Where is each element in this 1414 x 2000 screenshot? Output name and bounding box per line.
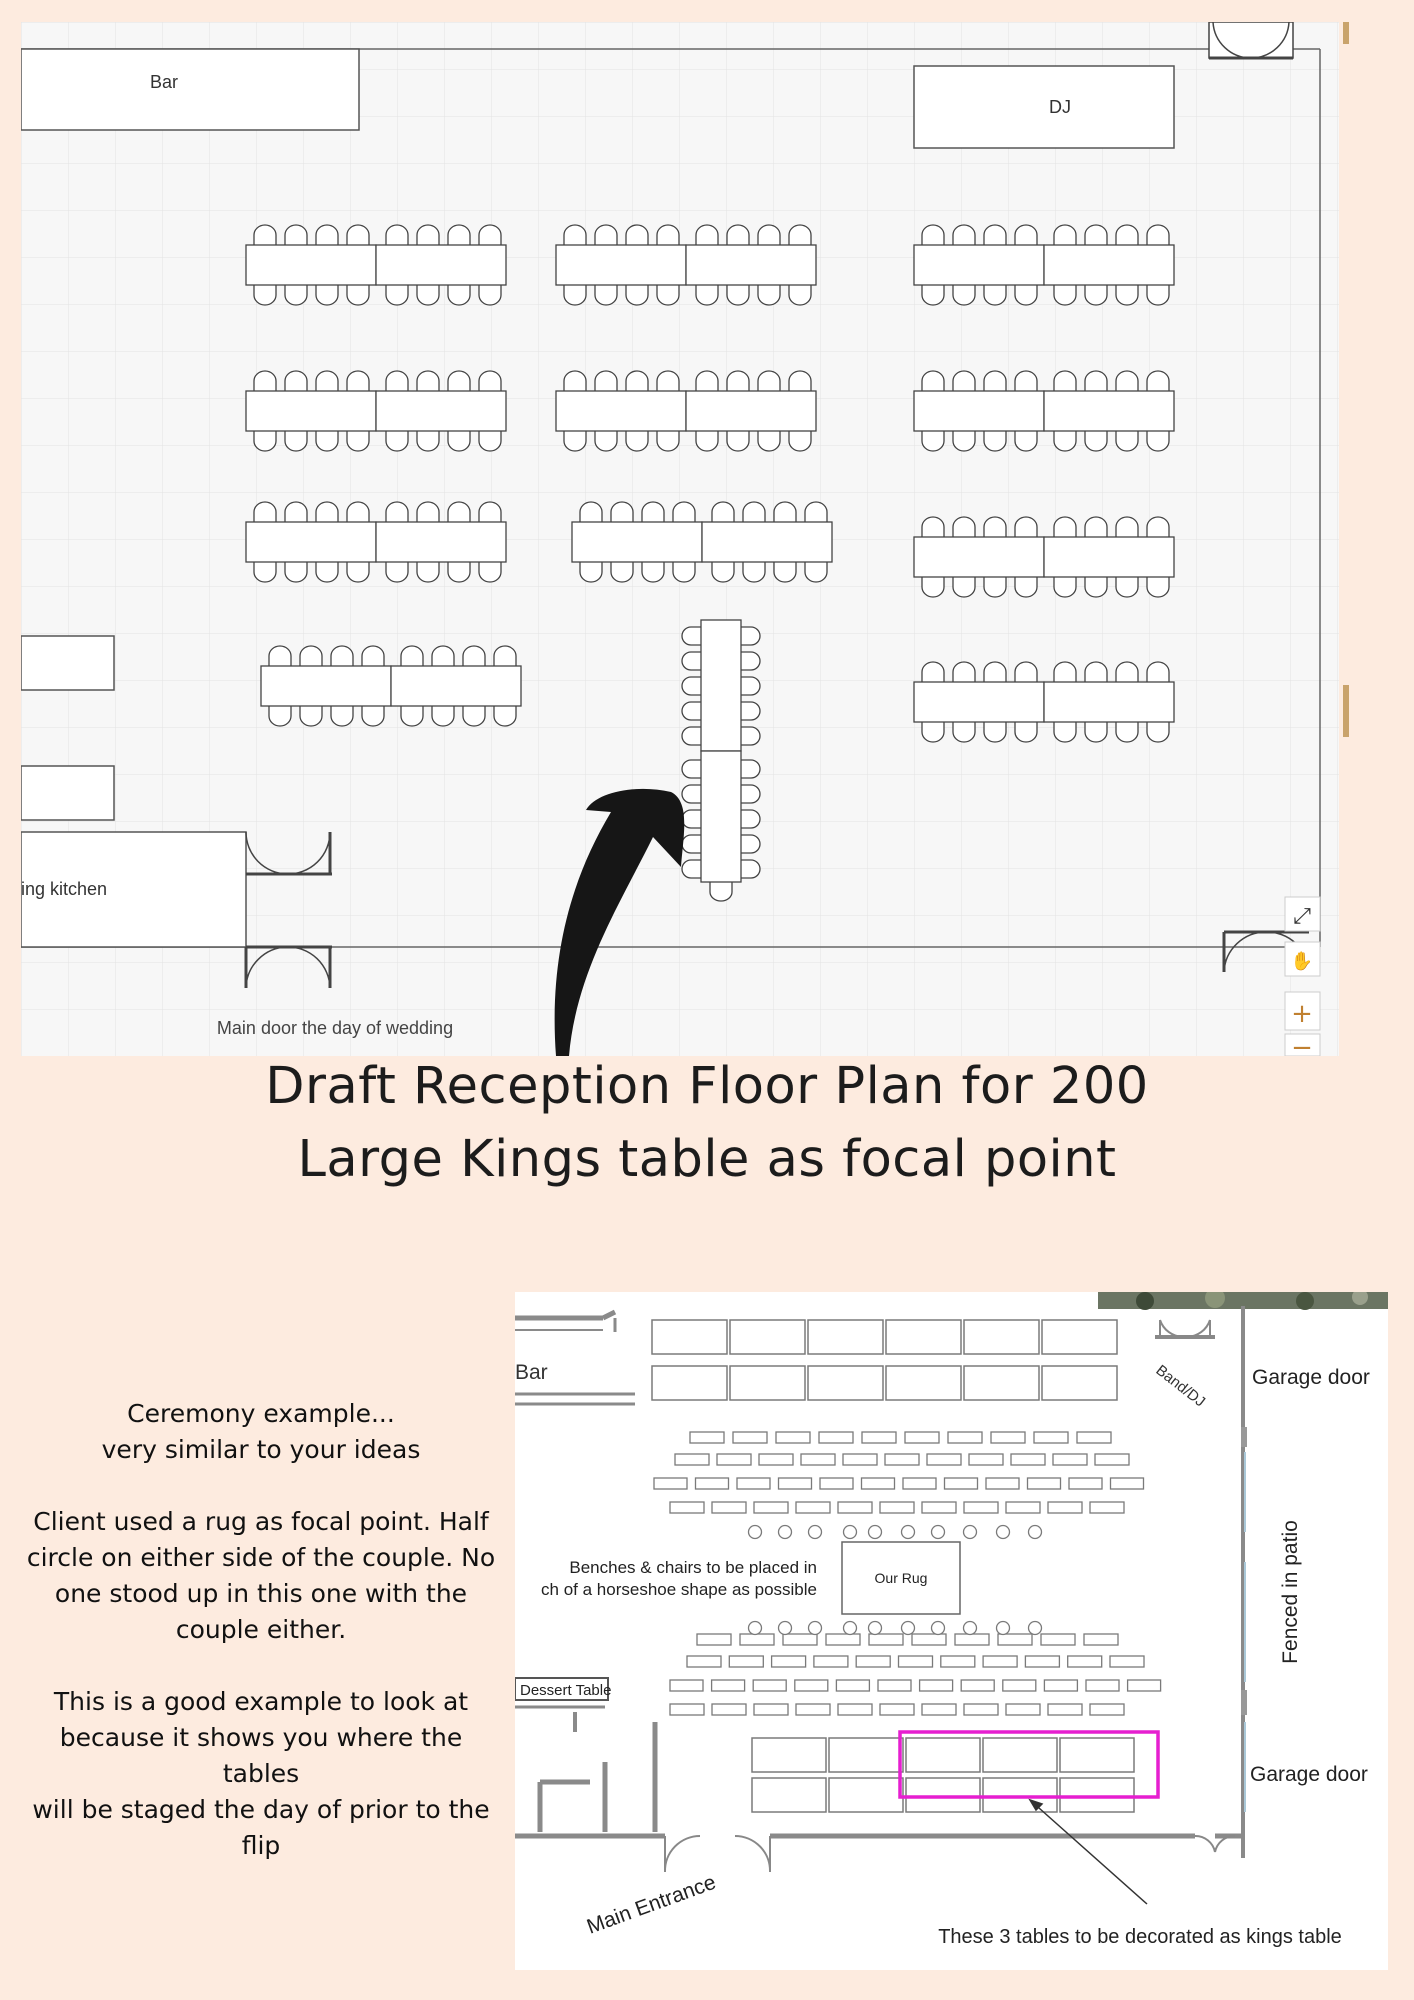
- bench: [796, 1704, 830, 1715]
- bench: [941, 1656, 975, 1667]
- bench: [826, 1634, 860, 1645]
- bench: [754, 1704, 788, 1715]
- minus-icon: −: [1291, 1033, 1313, 1056]
- dessert-table: [515, 1678, 611, 1700]
- staged-table: [906, 1778, 980, 1812]
- plus-icon: +: [1291, 999, 1313, 1029]
- chair: [902, 1526, 915, 1539]
- staged-table: [652, 1366, 727, 1400]
- dessert-table-label: Dessert Table: [520, 1682, 612, 1699]
- bench: [670, 1704, 704, 1715]
- bench: [899, 1656, 933, 1667]
- our-rug: [842, 1542, 960, 1614]
- bench: [740, 1634, 774, 1645]
- title-line-2: Large Kings table as focal point: [297, 1130, 1117, 1189]
- chair: [779, 1526, 792, 1539]
- notes-example-line-1: This is a good example to look at because it shows you where the tables: [53, 1687, 469, 1788]
- bar-area: [21, 49, 359, 130]
- bench: [880, 1502, 914, 1513]
- garage-door-bottom-label: Garage door: [1250, 1763, 1368, 1786]
- fit-screen-button[interactable]: [1285, 897, 1320, 931]
- bench: [670, 1502, 704, 1513]
- bench: [1041, 1634, 1075, 1645]
- notes-intro-line-1: Ceremony example...: [127, 1399, 395, 1428]
- page-title: [0, 1050, 1414, 1196]
- bench: [922, 1704, 956, 1715]
- bench: [983, 1656, 1017, 1667]
- chair: [844, 1622, 857, 1635]
- bench: [779, 1478, 812, 1489]
- door-top-right: [1209, 22, 1293, 58]
- ceremony-floor-plan: [515, 1292, 1388, 1970]
- bench: [690, 1432, 724, 1443]
- bench: [1034, 1432, 1068, 1443]
- ceremony-notes: [20, 1396, 502, 1900]
- bench: [772, 1656, 806, 1667]
- staged-table: [829, 1778, 903, 1812]
- bench: [836, 1680, 869, 1691]
- bench: [717, 1454, 751, 1465]
- reception-floor-plan: [21, 22, 1351, 1056]
- bench: [1090, 1502, 1124, 1513]
- chair: [844, 1526, 857, 1539]
- staged-table: [983, 1738, 1057, 1772]
- notes-intro-line-2: very similar to your ideas: [101, 1435, 421, 1464]
- bench: [737, 1478, 770, 1489]
- chair: [964, 1622, 977, 1635]
- bench: [838, 1502, 872, 1513]
- chair: [809, 1622, 822, 1635]
- bench: [1086, 1680, 1119, 1691]
- bench: [878, 1680, 911, 1691]
- bench: [1028, 1478, 1061, 1489]
- fit-screen-icon: ⤢: [1293, 904, 1311, 929]
- staged-table: [808, 1320, 883, 1354]
- bench: [862, 1432, 896, 1443]
- bench: [862, 1478, 895, 1489]
- bench: [820, 1478, 853, 1489]
- bench: [843, 1454, 877, 1465]
- chair: [1029, 1526, 1042, 1539]
- staged-table: [1060, 1738, 1134, 1772]
- kitchen-label: ing kitchen: [21, 879, 108, 899]
- fenced-patio-label: Fenced in patio: [1279, 1520, 1302, 1664]
- bench: [753, 1680, 786, 1691]
- bench: [1110, 1656, 1144, 1667]
- bench: [1068, 1656, 1102, 1667]
- bench: [964, 1704, 998, 1715]
- bench: [905, 1432, 939, 1443]
- bench: [1048, 1704, 1082, 1715]
- notes-rug: Client used a rug as focal point. Half circle on either side of the couple. No one stood up in this one with the couple either.: [26, 1507, 496, 1644]
- bench: [1048, 1502, 1082, 1513]
- bench: [712, 1680, 745, 1691]
- staged-table: [964, 1366, 1039, 1400]
- bench: [654, 1478, 687, 1489]
- title-line-1: Draft Reception Floor Plan for 200: [265, 1057, 1149, 1116]
- chair: [809, 1526, 822, 1539]
- staged-table: [964, 1320, 1039, 1354]
- bench: [927, 1454, 961, 1465]
- bar-label-bottom: Bar: [515, 1361, 548, 1384]
- our-rug-label: Our Rug: [874, 1570, 928, 1586]
- benches-note-line-1: Benches & chairs to be placed in: [569, 1558, 817, 1577]
- bench: [1006, 1704, 1040, 1715]
- main-door-label: Main door the day of wedding: [216, 1018, 454, 1038]
- bench: [880, 1704, 914, 1715]
- bench: [754, 1502, 788, 1513]
- bench: [1084, 1634, 1118, 1645]
- bench: [986, 1478, 1019, 1489]
- bench: [697, 1634, 731, 1645]
- bench: [991, 1432, 1025, 1443]
- bench: [696, 1478, 729, 1489]
- notes-example-line-2: will be staged the day of prior to the flip: [32, 1795, 490, 1860]
- kings-table-note: These 3 tables to be decorated as kings table: [938, 1926, 1342, 1948]
- staged-table: [808, 1366, 883, 1400]
- bench: [838, 1704, 872, 1715]
- bench: [1044, 1680, 1077, 1691]
- main-entrance-label: Main Entrance: [583, 1870, 719, 1939]
- bench: [1128, 1680, 1161, 1691]
- bench: [912, 1634, 946, 1645]
- staged-table: [906, 1738, 980, 1772]
- bench: [687, 1656, 721, 1667]
- staged-table: [752, 1738, 826, 1772]
- bench: [1077, 1432, 1111, 1443]
- chair: [997, 1526, 1010, 1539]
- bench: [1003, 1680, 1036, 1691]
- bench: [922, 1502, 956, 1513]
- bench: [712, 1502, 746, 1513]
- staged-table: [752, 1778, 826, 1812]
- bench: [712, 1704, 746, 1715]
- notes-example: [20, 1684, 502, 1864]
- bench: [948, 1432, 982, 1443]
- staged-table: [730, 1366, 805, 1400]
- hand-icon: ✋: [1290, 951, 1314, 972]
- pan-button[interactable]: [1285, 942, 1320, 976]
- bench: [819, 1432, 853, 1443]
- notes-intro: [20, 1396, 502, 1468]
- bench: [920, 1680, 953, 1691]
- band-dj-label: Band/DJ: [1152, 1361, 1209, 1411]
- staged-table: [730, 1320, 805, 1354]
- chair: [869, 1622, 882, 1635]
- bar-label: Bar: [149, 72, 179, 92]
- bench: [998, 1634, 1032, 1645]
- staged-table: [1042, 1320, 1117, 1354]
- bench: [1095, 1454, 1129, 1465]
- bench: [1011, 1454, 1045, 1465]
- bench: [969, 1454, 1003, 1465]
- bench: [1090, 1704, 1124, 1715]
- bench: [885, 1454, 919, 1465]
- bench: [945, 1478, 978, 1489]
- bench: [1069, 1478, 1102, 1489]
- garage-door-top-label: Garage door: [1252, 1366, 1370, 1389]
- zoom-in-button[interactable]: [1285, 992, 1320, 1030]
- bench: [1053, 1454, 1087, 1465]
- chair: [749, 1622, 762, 1635]
- bench: [1111, 1478, 1144, 1489]
- staged-table: [829, 1738, 903, 1772]
- staged-table: [1060, 1778, 1134, 1812]
- chair: [779, 1622, 792, 1635]
- bench: [733, 1432, 767, 1443]
- bench: [856, 1656, 890, 1667]
- bench: [955, 1634, 989, 1645]
- bench: [670, 1680, 703, 1691]
- dj-label: DJ: [1049, 97, 1071, 117]
- staged-table: [652, 1320, 727, 1354]
- benches-note-line-2: ch of a horseshoe shape as possible: [541, 1580, 817, 1599]
- chair: [997, 1622, 1010, 1635]
- side-table-2: [21, 766, 114, 820]
- staged-table: [886, 1320, 961, 1354]
- bench: [1006, 1502, 1040, 1513]
- chair: [749, 1526, 762, 1539]
- bench: [675, 1454, 709, 1465]
- side-table-1: [21, 636, 114, 690]
- chair: [902, 1622, 915, 1635]
- bench: [1025, 1656, 1059, 1667]
- chair: [964, 1526, 977, 1539]
- bench: [814, 1656, 848, 1667]
- bench: [729, 1656, 763, 1667]
- bench: [783, 1634, 817, 1645]
- dj-area: [914, 66, 1174, 148]
- bench: [795, 1680, 828, 1691]
- bench: [961, 1680, 994, 1691]
- chair: [869, 1526, 882, 1539]
- kitchen-area: [21, 832, 246, 947]
- bench: [869, 1634, 903, 1645]
- bench: [801, 1454, 835, 1465]
- bench: [964, 1502, 998, 1513]
- bench: [759, 1454, 793, 1465]
- chair: [932, 1526, 945, 1539]
- chair: [1029, 1622, 1042, 1635]
- chair: [932, 1622, 945, 1635]
- bench: [796, 1502, 830, 1513]
- bench: [903, 1478, 936, 1489]
- bench: [776, 1432, 810, 1443]
- staged-table: [886, 1366, 961, 1400]
- staged-table: [1042, 1366, 1117, 1400]
- staged-table: [983, 1778, 1057, 1812]
